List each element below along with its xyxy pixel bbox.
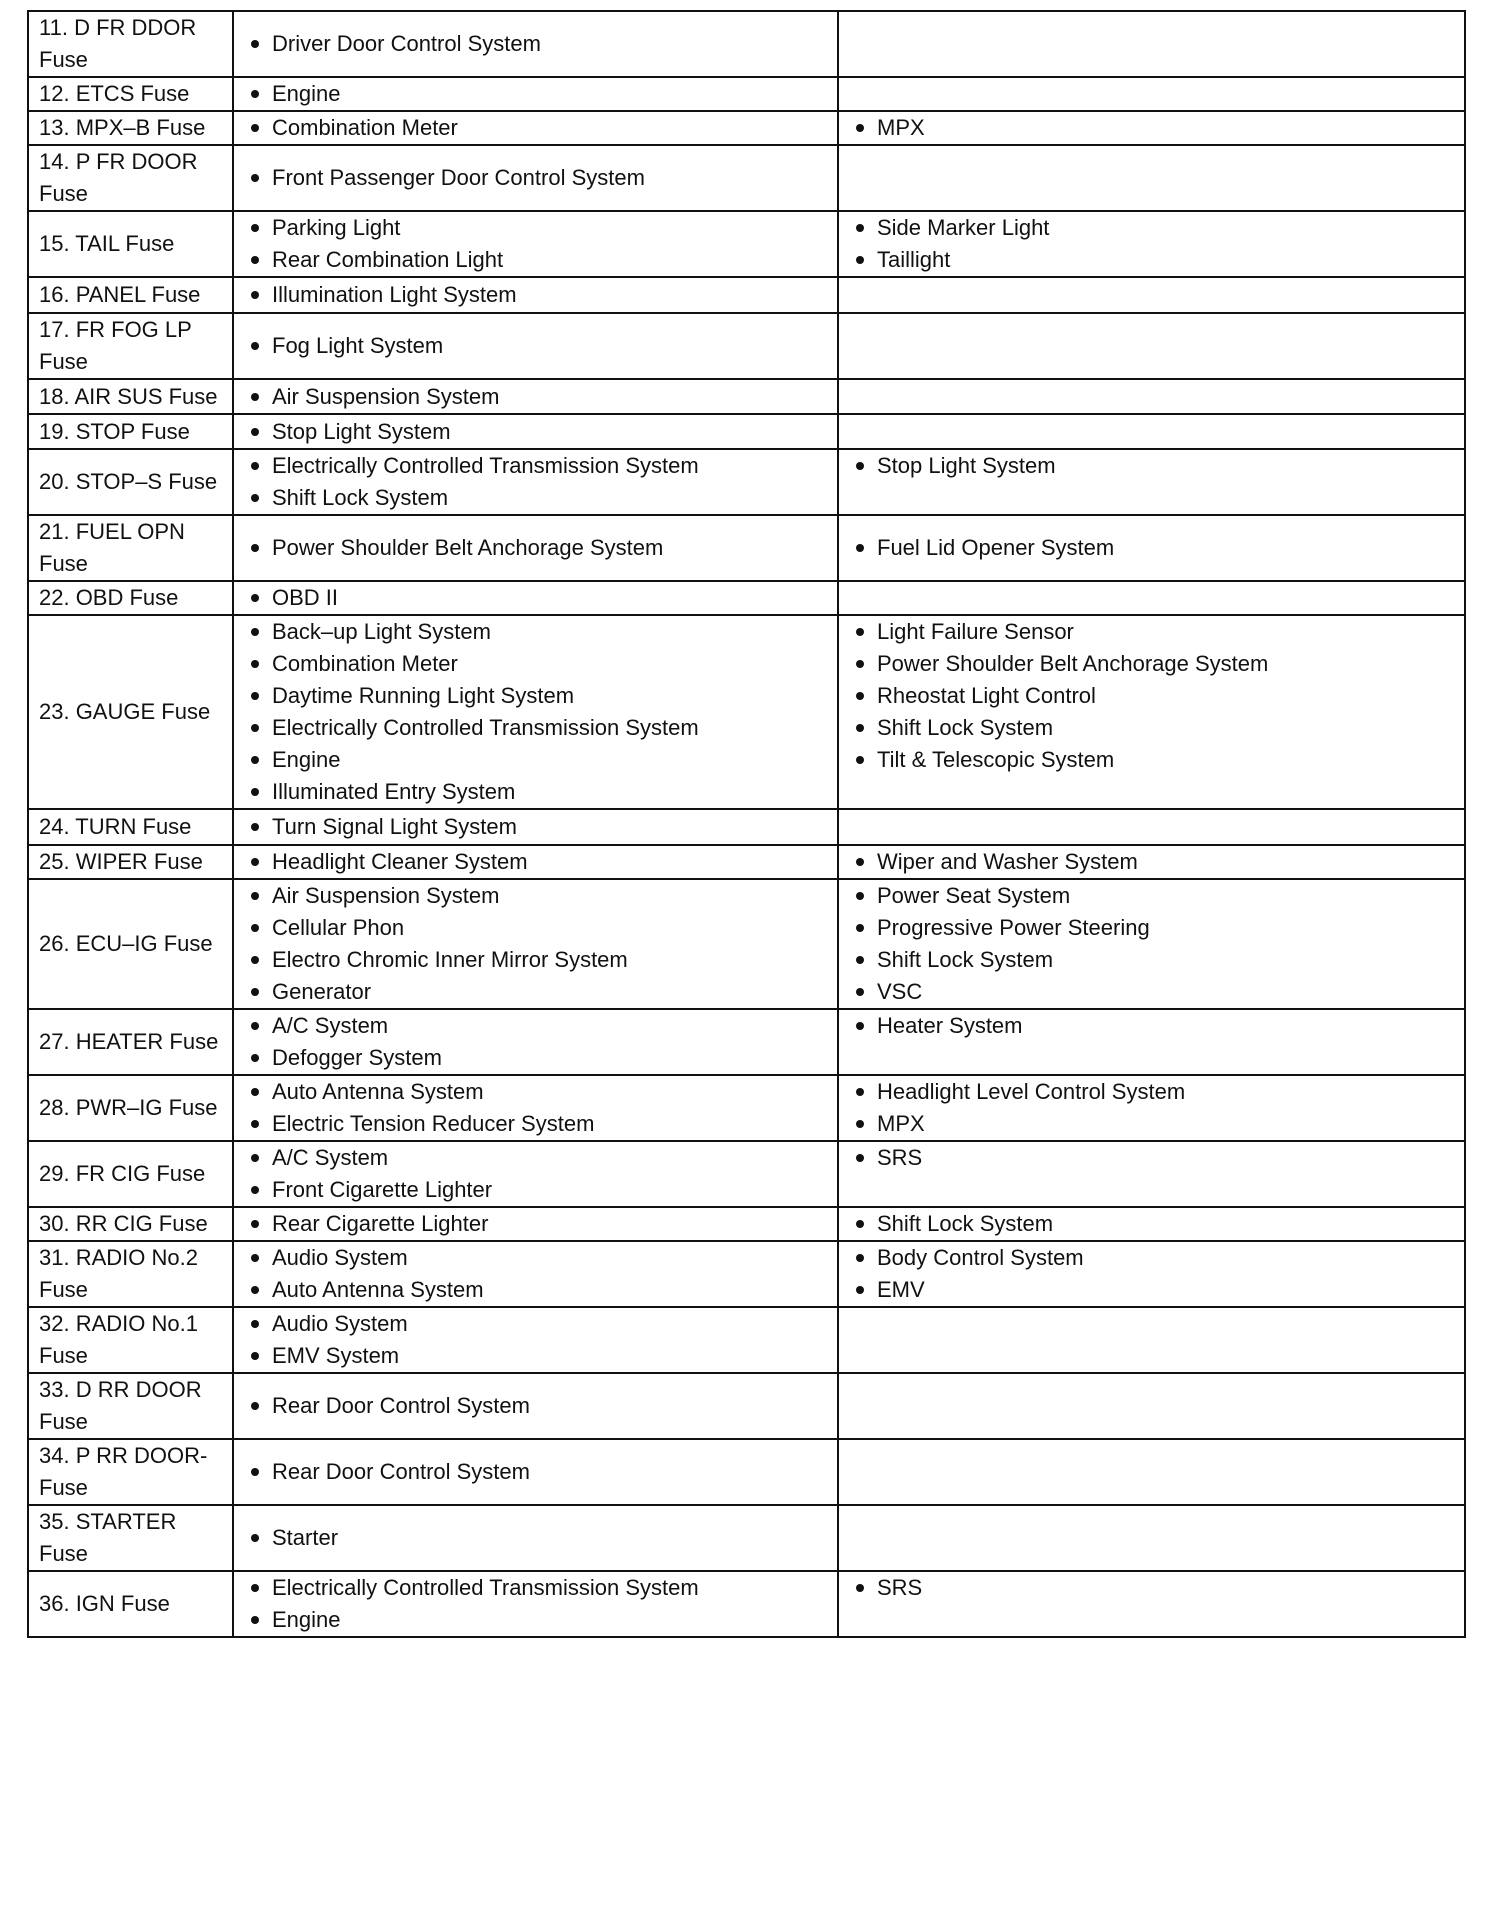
primary-circuits-cell (233, 615, 838, 809)
secondary-circuits-cell (838, 277, 1465, 313)
circuit-item: Shift Lock System (853, 712, 1456, 744)
secondary-circuits-cell (838, 1207, 1465, 1241)
circuit-item: Audio System (248, 1308, 829, 1340)
fuse-name-cell (28, 77, 233, 111)
table-row (28, 1505, 1465, 1571)
circuit-item: Air Suspension System (248, 880, 829, 912)
circuit-item: A/C System (248, 1142, 829, 1174)
secondary-circuits-cell (838, 414, 1465, 449)
table-row (28, 77, 1465, 111)
secondary-circuits-cell (838, 581, 1465, 615)
table-row (28, 581, 1465, 615)
fuse-name-cell (28, 1141, 233, 1207)
circuit-list (248, 162, 829, 194)
secondary-circuits-cell (838, 1373, 1465, 1439)
fuse-name: 20. STOP–S Fuse (39, 469, 218, 494)
fuse-name: 24. TURN Fuse (39, 814, 192, 839)
fuse-name-cell (28, 581, 233, 615)
circuit-item: Progressive Power Steering (853, 912, 1456, 944)
table-row (28, 1571, 1465, 1637)
circuit-item: Defogger System (248, 1042, 829, 1074)
table-row (28, 414, 1465, 449)
table-row (28, 277, 1465, 313)
circuit-list (248, 279, 829, 311)
secondary-circuits-cell (838, 1505, 1465, 1571)
circuit-list (248, 582, 829, 614)
circuit-item: Rear Cigarette Lighter (248, 1208, 829, 1240)
primary-circuits-cell (233, 277, 838, 313)
table-row (28, 1009, 1465, 1075)
circuit-list (248, 28, 829, 60)
fuse-name: 32. RADIO No.1 Fuse (39, 1311, 198, 1368)
circuit-item: MPX (853, 1108, 1456, 1140)
secondary-circuits-cell (838, 1075, 1465, 1141)
table-row (28, 1373, 1465, 1439)
table-row (28, 515, 1465, 581)
circuit-item: Rear Door Control System (248, 1390, 829, 1422)
fuse-name: 22. OBD Fuse (39, 585, 179, 610)
circuit-item: Parking Light (248, 212, 829, 244)
fuse-name-cell (28, 615, 233, 809)
circuit-item: Stop Light System (853, 450, 1456, 482)
circuit-item: VSC (853, 976, 1456, 1008)
primary-circuits-cell (233, 11, 838, 77)
circuit-list (853, 880, 1456, 1008)
table-row (28, 809, 1465, 845)
circuit-item: Wiper and Washer System (853, 846, 1456, 878)
table-row (28, 615, 1465, 809)
table-row (28, 111, 1465, 145)
secondary-circuits-cell (838, 1307, 1465, 1373)
primary-circuits-cell (233, 1307, 838, 1373)
fuse-name: 18. AIR SUS Fuse (39, 383, 218, 409)
circuit-item: Starter (248, 1522, 829, 1554)
circuit-list (248, 78, 829, 110)
table-row (28, 145, 1465, 211)
circuit-list (853, 616, 1456, 776)
circuit-item: Front Passenger Door Control System (248, 162, 829, 194)
secondary-circuits-cell (838, 1009, 1465, 1075)
circuit-item: A/C System (248, 1010, 829, 1042)
circuit-item: Taillight (853, 244, 1456, 276)
primary-circuits-cell (233, 1009, 838, 1075)
circuit-item: Back–up Light System (248, 616, 829, 648)
circuit-item: SRS (853, 1142, 1456, 1174)
circuit-item: Shift Lock System (853, 944, 1456, 976)
fuse-name-cell (28, 845, 233, 879)
table-row (28, 879, 1465, 1009)
fuse-name-cell (28, 211, 233, 277)
fuse-name-cell (28, 1307, 233, 1373)
circuit-item: Combination Meter (248, 648, 829, 680)
primary-circuits-cell (233, 1075, 838, 1141)
fuse-name-cell (28, 414, 233, 449)
table-row (28, 11, 1465, 77)
circuit-list (248, 381, 829, 413)
primary-circuits-cell (233, 1207, 838, 1241)
fuse-name: 26. ECU–IG Fuse (39, 931, 213, 956)
circuit-item: Engine (248, 78, 829, 110)
fuse-name-cell (28, 1373, 233, 1439)
circuit-list (853, 532, 1456, 564)
circuit-list (248, 1208, 829, 1240)
circuit-list (853, 1076, 1456, 1140)
circuit-item: Cellular Phon (248, 912, 829, 944)
primary-circuits-cell (233, 313, 838, 379)
fuse-name: 11. D FR DDOR Fuse (39, 15, 197, 72)
fuse-table-body (28, 11, 1465, 1637)
fuse-name-cell (28, 1207, 233, 1241)
circuit-item: Electrically Controlled Transmission System (248, 1572, 829, 1604)
circuit-item: MPX (853, 112, 1456, 144)
circuit-item: Illuminated Entry System (248, 776, 829, 808)
primary-circuits-cell (233, 1373, 838, 1439)
fuse-name-cell (28, 879, 233, 1009)
primary-circuits-cell (233, 1141, 838, 1207)
primary-circuits-cell (233, 379, 838, 414)
primary-circuits-cell (233, 515, 838, 581)
secondary-circuits-cell (838, 449, 1465, 515)
circuit-list (248, 1076, 829, 1140)
circuit-item: Auto Antenna System (248, 1076, 829, 1108)
circuit-item: Light Failure Sensor (853, 616, 1456, 648)
primary-circuits-cell (233, 414, 838, 449)
fuse-name-cell (28, 1439, 233, 1505)
table-row (28, 1241, 1465, 1307)
secondary-circuits-cell (838, 809, 1465, 845)
circuit-list (248, 846, 829, 878)
table-row (28, 379, 1465, 414)
circuit-item: Headlight Cleaner System (248, 846, 829, 878)
fuse-name: 23. GAUGE Fuse (39, 699, 211, 724)
fuse-name: 12. ETCS Fuse (39, 81, 190, 106)
table-row (28, 1307, 1465, 1373)
circuit-list (248, 212, 829, 276)
fuse-name-cell (28, 277, 233, 313)
circuit-item: Body Control System (853, 1242, 1456, 1274)
circuit-item: EMV (853, 1274, 1456, 1306)
circuit-item: Side Marker Light (853, 212, 1456, 244)
secondary-circuits-cell (838, 77, 1465, 111)
fuse-name-cell (28, 809, 233, 845)
circuit-list (853, 212, 1456, 276)
circuit-item: Shift Lock System (853, 1208, 1456, 1240)
circuit-item: Tilt & Telescopic System (853, 744, 1456, 776)
circuit-list (248, 811, 829, 843)
circuit-item: Combination Meter (248, 112, 829, 144)
fuse-name-cell (28, 1075, 233, 1141)
secondary-circuits-cell (838, 1439, 1465, 1505)
secondary-circuits-cell (838, 1141, 1465, 1207)
circuit-list (853, 112, 1456, 144)
circuit-item: Shift Lock System (248, 482, 829, 514)
circuit-item: Rear Combination Light (248, 244, 829, 276)
circuit-item: Audio System (248, 1242, 829, 1274)
fuse-name: 36. IGN Fuse (39, 1591, 170, 1616)
fuse-name: 33. D RR DOOR Fuse (39, 1377, 202, 1434)
primary-circuits-cell (233, 809, 838, 845)
circuit-item: Electrically Controlled Transmission System (248, 450, 829, 482)
secondary-circuits-cell (838, 615, 1465, 809)
circuit-item: Rheostat Light Control (853, 680, 1456, 712)
fuse-name-cell (28, 1505, 233, 1571)
circuit-item: Stop Light System (248, 416, 829, 448)
circuit-list (248, 616, 829, 808)
primary-circuits-cell (233, 581, 838, 615)
circuit-list (248, 1456, 829, 1488)
secondary-circuits-cell (838, 211, 1465, 277)
fuse-name-cell (28, 1241, 233, 1307)
circuit-item: Power Shoulder Belt Anchorage System (248, 532, 829, 564)
fuse-name-cell (28, 11, 233, 77)
secondary-circuits-cell (838, 313, 1465, 379)
circuit-list (248, 1142, 829, 1206)
circuit-item: Electro Chromic Inner Mirror System (248, 944, 829, 976)
circuit-item: Daytime Running Light System (248, 680, 829, 712)
circuit-item: Power Shoulder Belt Anchorage System (853, 648, 1456, 680)
circuit-list (248, 1390, 829, 1422)
fuse-name: 29. FR CIG Fuse (39, 1161, 206, 1186)
circuit-item: EMV System (248, 1340, 829, 1372)
circuit-list (248, 416, 829, 448)
fuse-name: 13. MPX–B Fuse (39, 115, 206, 140)
fuse-name: 31. RADIO No.2 Fuse (39, 1245, 198, 1302)
circuit-list (853, 846, 1456, 878)
circuit-item: Rear Door Control System (248, 1456, 829, 1488)
table-row (28, 313, 1465, 379)
circuit-item: OBD II (248, 582, 829, 614)
circuit-list (853, 1208, 1456, 1240)
fuse-name-cell (28, 145, 233, 211)
circuit-list (853, 1242, 1456, 1306)
secondary-circuits-cell (838, 111, 1465, 145)
circuit-item: Heater System (853, 1010, 1456, 1042)
circuit-list (248, 1308, 829, 1372)
fuse-name-cell (28, 515, 233, 581)
fuse-name-cell (28, 1571, 233, 1637)
circuit-item: Generator (248, 976, 829, 1008)
primary-circuits-cell (233, 879, 838, 1009)
circuit-item: Fuel Lid Opener System (853, 532, 1456, 564)
fuse-name: 34. P RR DOOR-Fuse (39, 1443, 208, 1500)
circuit-item: Headlight Level Control System (853, 1076, 1456, 1108)
primary-circuits-cell (233, 1439, 838, 1505)
primary-circuits-cell (233, 111, 838, 145)
fuse-name: 17. FR FOG LP Fuse (39, 317, 192, 374)
secondary-circuits-cell (838, 845, 1465, 879)
circuit-list (853, 450, 1456, 482)
circuit-item: Turn Signal Light System (248, 811, 829, 843)
fuse-name: 25. WIPER Fuse (39, 849, 203, 874)
fuse-name: 15. TAIL Fuse (39, 231, 175, 256)
fuse-name: 16. PANEL Fuse (39, 282, 201, 307)
circuit-list (248, 1572, 829, 1636)
fuse-table (27, 10, 1466, 1638)
secondary-circuits-cell (838, 145, 1465, 211)
fuse-name-cell (28, 1009, 233, 1075)
fuse-name: 35. STARTER Fuse (39, 1509, 177, 1566)
secondary-circuits-cell (838, 1241, 1465, 1307)
secondary-circuits-cell (838, 879, 1465, 1009)
fuse-name-cell (28, 111, 233, 145)
fuse-name: 19. STOP Fuse (39, 418, 190, 444)
table-row (28, 449, 1465, 515)
primary-circuits-cell (233, 211, 838, 277)
circuit-item: Driver Door Control System (248, 28, 829, 60)
circuit-list (248, 1242, 829, 1306)
primary-circuits-cell (233, 77, 838, 111)
primary-circuits-cell (233, 1241, 838, 1307)
table-row (28, 845, 1465, 879)
table-row (28, 211, 1465, 277)
fuse-name: 27. HEATER Fuse (39, 1029, 219, 1054)
table-row (28, 1141, 1465, 1207)
circuit-item: Auto Antenna System (248, 1274, 829, 1306)
circuit-list (853, 1142, 1456, 1174)
circuit-list (248, 112, 829, 144)
fuse-name-cell (28, 313, 233, 379)
circuit-item: Air Suspension System (248, 381, 829, 413)
circuit-item: Electric Tension Reducer System (248, 1108, 829, 1140)
table-row (28, 1439, 1465, 1505)
circuit-list (248, 1522, 829, 1554)
circuit-list (248, 532, 829, 564)
circuit-list (853, 1572, 1456, 1604)
secondary-circuits-cell (838, 1571, 1465, 1637)
fuse-name: 14. P FR DOOR Fuse (39, 149, 198, 206)
secondary-circuits-cell (838, 515, 1465, 581)
circuit-list (248, 450, 829, 514)
circuit-list (248, 330, 829, 362)
circuit-item: Front Cigarette Lighter (248, 1174, 829, 1206)
circuit-item: Engine (248, 744, 829, 776)
circuit-item: Illumination Light System (248, 279, 829, 311)
circuit-item: Power Seat System (853, 880, 1456, 912)
table-row (28, 1207, 1465, 1241)
primary-circuits-cell (233, 1505, 838, 1571)
circuit-item: Engine (248, 1604, 829, 1636)
fuse-name: 28. PWR–IG Fuse (39, 1095, 218, 1120)
secondary-circuits-cell (838, 11, 1465, 77)
fuse-name-cell (28, 449, 233, 515)
circuit-item: Electrically Controlled Transmission System (248, 712, 829, 744)
circuit-item: Fog Light System (248, 330, 829, 362)
circuit-list (853, 1010, 1456, 1042)
circuit-item: SRS (853, 1572, 1456, 1604)
fuse-name: 30. RR CIG Fuse (39, 1211, 208, 1236)
circuit-list (248, 880, 829, 1008)
fuse-name: 21. FUEL OPN Fuse (39, 519, 185, 576)
primary-circuits-cell (233, 845, 838, 879)
table-row (28, 1075, 1465, 1141)
primary-circuits-cell (233, 1571, 838, 1637)
primary-circuits-cell (233, 145, 838, 211)
primary-circuits-cell (233, 449, 838, 515)
fuse-name-cell (28, 379, 233, 414)
secondary-circuits-cell (838, 379, 1465, 414)
circuit-list (248, 1010, 829, 1074)
